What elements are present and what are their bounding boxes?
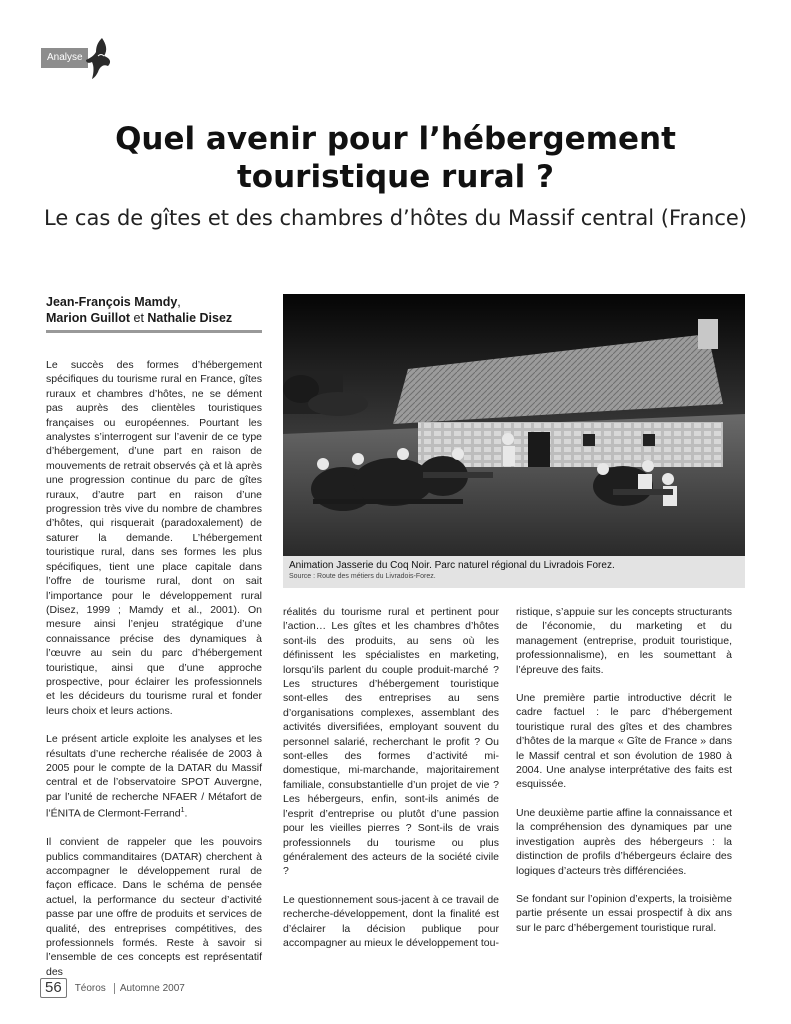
paragraph: Une deuxième partie affine la connaissance et la compréhension des dynamiques par une investigation auprès des hébergeurs : la distinction de profils d’hébergeurs éclaire des logiques d’acteurs très différenciées.: [516, 806, 732, 877]
author-name: Marion Guillot: [46, 311, 131, 325]
text-column-2: [283, 605, 499, 964]
paragraph: réalités du tourisme rural et pertinent pour l’action… Les gîtes et les chambres d’hôtes sont-ils des produits, au sens où les définissent les spécialistes en marketing, lorsqu’ils parlent du couple produit-marché ? Les structures d’hébergement touristique sont-elles des entreprises au sens d’organisations complexes, assemblant des activités diversifiées, employant souvent du personnel salarié, recherchant le profit ? Ou sont-elles des formes d’activité mi-domestique, mi-marchande, majoritairement familiale, consubstantielle d’un projet de vie ? Les hébergeurs, enfin, sont-ils animés de l’esprit d’entreprise ou plutôt d’une passion pour les vieilles pierres ? Sont-ils de vrais professionnels du tourisme ou plus généralement des acteurs de la société civile ?: [283, 606, 499, 878]
paragraph: Le succès des formes d’hébergement spécifiques du tourisme rural en France, gîtes ruraux et chambres d’hôtes, ne se dément pas auprès des clientèles touristiques françaises ou européennes. Pourtant les analystes s’interrogent sur l’avenir de ce type d’hébergement, d’une part en raison de mouvements de retrait observés çà et là après une progression continue du parc de gîtes ruraux, d’autre part en raison d’une progression très vive du nombre de chambres d’hôtes, qui risquerait (paradoxalement) de saturer la demande. L’hébergement touristique rural, dans ses formes les plus spécifiques, tient une place capitale dans l’offre de tourisme rural, dont on sait l’importance pour le développement rural (Disez, 1999 ; Mamdy et al., 2001). On mesure ainsi l’enjeu stratégique d’une connaissance précise des dynamiques à l’œuvre au sein du parc d’hébergement touristique, ainsi que d’une approche prospective, pour éclairer les professionnels et les décideurs du tourisme rural et fonder leurs choix et leurs actions.: [46, 359, 262, 717]
author-separator: ,: [177, 295, 181, 309]
bird-logo-icon: [84, 36, 114, 80]
caption-text: Animation Jasserie du Coq Noir. Parc naturel régional du Livradois Forez.: [289, 560, 615, 571]
paragraph: Le questionnement sous-jacent à ce travail de recherche-développement, dont la finalité est d’éclairer la décision publique pour accompagner au mieux le développement tou-: [283, 893, 499, 949]
text-column-3: [516, 605, 732, 949]
article-photo: [283, 294, 745, 556]
author-name: Nathalie Disez: [147, 311, 233, 325]
paragraph: Se fondant sur l’opinion d’experts, la troisième partie présente un essai prospectif à dix ans sur le parc d’hébergement touristique rural.: [516, 892, 732, 934]
journal-name: Téoros: [74, 982, 106, 994]
footnote-mark: 1: [180, 807, 185, 815]
author-separator: et: [130, 311, 148, 325]
paragraph: ristique, s’appuie sur les concepts structurants de l’économie, du marketing et du management (entreprise, produit touristique, professionnalisme), en les soumettant à l’épreuve des faits.: [516, 606, 732, 676]
page-footer: [40, 977, 185, 999]
paragraph-text: Le présent article exploite les analyses et les résultats d’une recherche réalisée de 2003 à 2005 pour le compte de la DATAR du Massif central et de l’observatoire SPOT Auvergne, par l’unité de recherche NFAER / Métafort de l’ÉNITA de Clermont-Ferrand: [46, 733, 262, 820]
paragraph: Une première partie introductive décrit le cadre factuel : le parc d’hébergement touristique rural des gîtes et des chambres d’hôtes de la marque « Gîte de France » dans le Massif central et son évolution de 1980 à 2004. Une analyse interprétative des faits est esquissée.: [516, 692, 732, 791]
article-title: Quel avenir pour l’hébergement touristique rural ?: [115, 121, 676, 195]
caption-source: Source : Route des métiers du Livradois-Forez.: [289, 573, 436, 580]
issue-season: Automne 2007: [114, 983, 185, 994]
author-name: Jean-François Mamdy: [46, 295, 178, 309]
text-column-1: [46, 358, 262, 993]
paragraph-end: .: [184, 807, 188, 820]
section-tag: Analyse: [41, 48, 88, 68]
paragraph: Il convient de rappeler que les pouvoirs publics commanditaires (DATAR) cherchent à accompagner le développement rural de façon efficace. Dans le schéma de pensée actuel, la performance du secteur d’activité passe par une offre de produits et services de qualité, des entreprises compétitives, des professionnels formés. Reste à savoir si l’ensemble de ces concepts est représentatif des: [46, 836, 262, 978]
author-list: [46, 294, 262, 333]
article-subtitle: Le cas de gîtes et des chambres d’hôtes du Massif central (France): [44, 206, 747, 230]
paragraph: [46, 732, 262, 821]
photo-caption: [283, 556, 745, 588]
page-number: 56: [40, 978, 67, 998]
